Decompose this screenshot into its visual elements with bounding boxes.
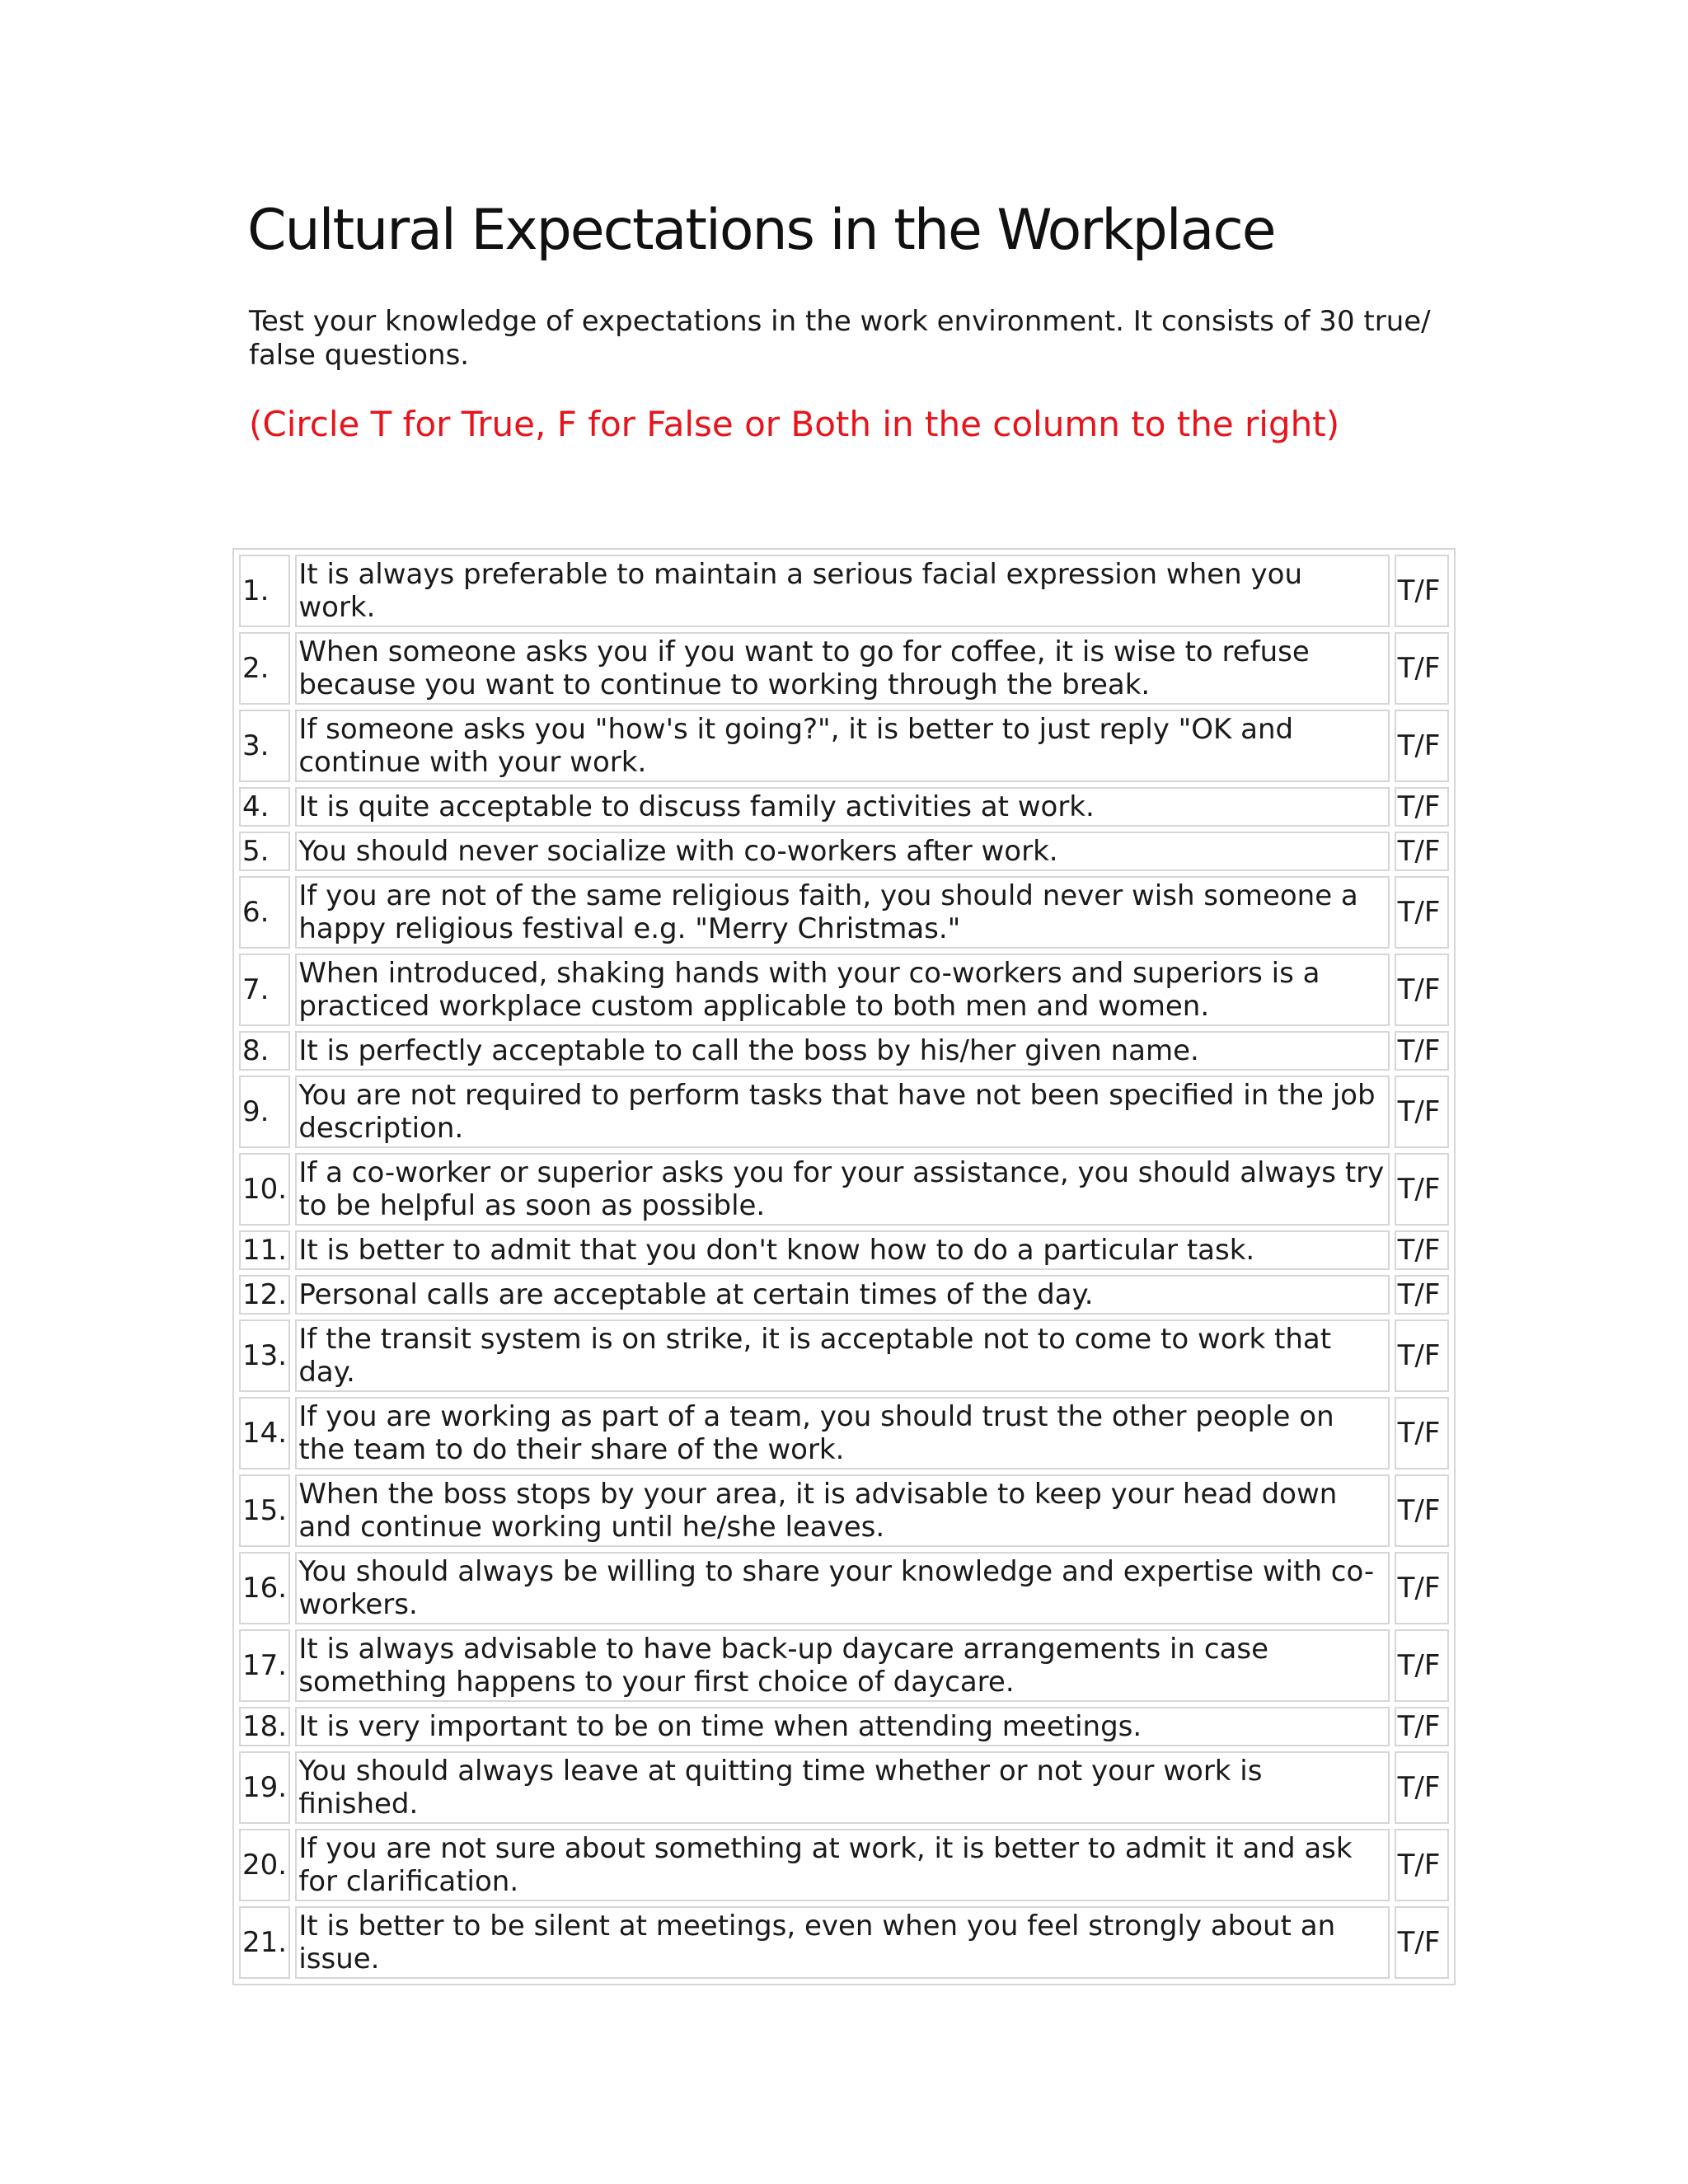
table-row [239,1230,1449,1270]
question-text: You should never socialize with co-workers after work. [295,832,1389,871]
question-number: 1. [239,555,290,627]
answer-choice[interactable]: T/F [1395,632,1449,705]
question-number: 19. [239,1751,290,1824]
question-number: 4. [239,787,290,827]
question-number: 12. [239,1275,290,1315]
quiz-table [232,548,1456,1985]
table-row [239,876,1449,949]
answer-choice[interactable]: T/F [1395,1906,1449,1979]
table-row [239,710,1449,782]
table-row [239,787,1449,827]
question-number: 18. [239,1707,290,1746]
table-row [239,1153,1449,1226]
question-text: If someone asks you "how's it going?", it is better to just reply "OK and continue with your work. [295,710,1389,782]
page-title: Cultural Expectations in the Workplace [247,198,1275,263]
intro-text: Test your knowledge of expectations in the work environment. It consists of 30 true/ false questions. [249,305,1431,372]
answer-choice[interactable]: T/F [1395,1829,1449,1901]
table-row [239,632,1449,705]
table-row [239,1707,1449,1746]
answer-choice[interactable]: T/F [1395,1707,1449,1746]
table-row [239,1829,1449,1901]
answer-choice[interactable]: T/F [1395,555,1449,627]
table-row [239,1629,1449,1702]
question-text: You should always leave at quitting time whether or not your work is finished. [295,1751,1389,1824]
question-number: 20. [239,1829,290,1901]
table-row [239,1906,1449,1979]
answer-choice[interactable]: T/F [1395,1474,1449,1547]
answer-choice[interactable]: T/F [1395,710,1449,782]
answer-choice[interactable]: T/F [1395,1397,1449,1469]
question-number: 8. [239,1031,290,1071]
answer-choice[interactable]: T/F [1395,1629,1449,1702]
question-text: If a co-worker or superior asks you for your assistance, you should always try to be helpful as soon as possible. [295,1153,1389,1226]
question-text: It is perfectly acceptable to call the boss by his/her given name. [295,1031,1389,1071]
answer-choice[interactable]: T/F [1395,954,1449,1026]
question-number: 16. [239,1552,290,1624]
answer-choice[interactable]: T/F [1395,1230,1449,1270]
table-row [239,1076,1449,1148]
question-number: 21. [239,1906,290,1979]
table-row [239,1751,1449,1824]
answer-choice[interactable]: T/F [1395,1031,1449,1071]
question-text: You are not required to perform tasks that have not been specified in the job description. [295,1076,1389,1148]
question-number: 14. [239,1397,290,1469]
table-row [239,1319,1449,1392]
instruction-text: (Circle T for True, F for False or Both in the column to the right) [249,404,1340,444]
question-text: It is always advisable to have back-up daycare arrangements in case something happens to your first choice of daycare. [295,1629,1389,1702]
table-row [239,1397,1449,1469]
table-row [239,1474,1449,1547]
table-row [239,1552,1449,1624]
question-text: You should always be willing to share your knowledge and expertise with co-workers. [295,1552,1389,1624]
question-text: It is better to admit that you don't know how to do a particular task. [295,1230,1389,1270]
question-number: 2. [239,632,290,705]
question-number: 6. [239,876,290,949]
question-text: It is better to be silent at meetings, even when you feel strongly about an issue. [295,1906,1389,1979]
question-text: When introduced, shaking hands with your co-workers and superiors is a practiced workplace custom applicable to both men and women. [295,954,1389,1026]
table-row [239,832,1449,871]
quiz-table-body [239,555,1449,1979]
question-text: It is always preferable to maintain a serious facial expression when you work. [295,555,1389,627]
answer-choice[interactable]: T/F [1395,832,1449,871]
answer-choice[interactable]: T/F [1395,1076,1449,1148]
question-text: Personal calls are acceptable at certain times of the day. [295,1275,1389,1315]
question-number: 13. [239,1319,290,1392]
answer-choice[interactable]: T/F [1395,787,1449,827]
question-number: 9. [239,1076,290,1148]
question-text: If you are not of the same religious faith, you should never wish someone a happy religious festival e.g. "Merry Christmas." [295,876,1389,949]
question-text: When someone asks you if you want to go for coffee, it is wise to refuse because you want to continue to working through the break. [295,632,1389,705]
answer-choice[interactable]: T/F [1395,1552,1449,1624]
question-text: It is very important to be on time when attending meetings. [295,1707,1389,1746]
table-row [239,1031,1449,1071]
table-row [239,954,1449,1026]
answer-choice[interactable]: T/F [1395,1153,1449,1226]
question-text: When the boss stops by your area, it is advisable to keep your head down and continue working until he/she leaves. [295,1474,1389,1547]
answer-choice[interactable]: T/F [1395,1751,1449,1824]
question-number: 5. [239,832,290,871]
table-row [239,1275,1449,1315]
question-text: If you are working as part of a team, you should trust the other people on the team to do their share of the work. [295,1397,1389,1469]
question-number: 17. [239,1629,290,1702]
table-row [239,555,1449,627]
answer-choice[interactable]: T/F [1395,876,1449,949]
question-number: 11. [239,1230,290,1270]
question-number: 7. [239,954,290,1026]
question-number: 3. [239,710,290,782]
question-number: 10. [239,1153,290,1226]
question-text: If the transit system is on strike, it is acceptable not to come to work that day. [295,1319,1389,1392]
question-number: 15. [239,1474,290,1547]
answer-choice[interactable]: T/F [1395,1319,1449,1392]
answer-choice[interactable]: T/F [1395,1275,1449,1315]
question-text: If you are not sure about something at work, it is better to admit it and ask for clarification. [295,1829,1389,1901]
question-text: It is quite acceptable to discuss family activities at work. [295,787,1389,827]
